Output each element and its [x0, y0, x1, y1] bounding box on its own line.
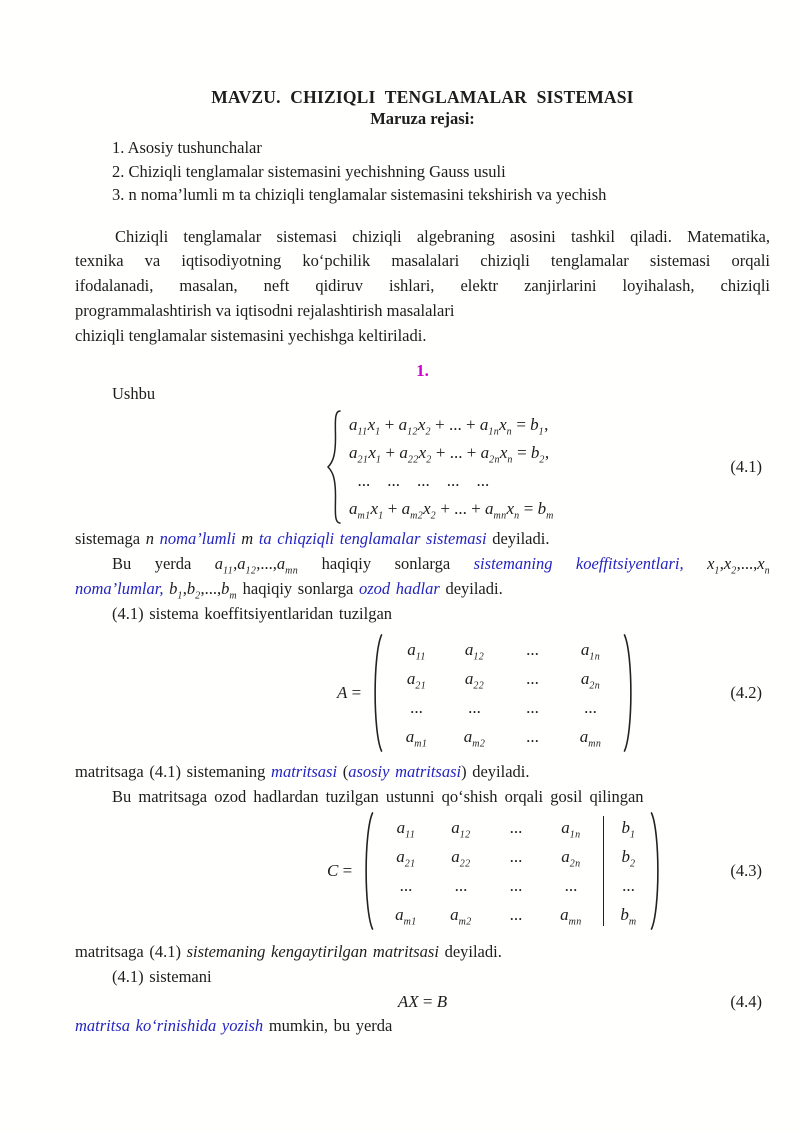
text-run: sistemaning kengaytirilgan matritsasi [186, 942, 439, 962]
matrix-cell: $a_{21}$ [406, 669, 427, 692]
matrix-cell: $a_{12}$ [451, 818, 471, 841]
matrix-cell: ... [509, 818, 523, 838]
plan-item-2: 2. Chiziqli tenglamalar sistemasini yechishning Gauss usuli [112, 161, 506, 181]
equation-4-4-block [75, 990, 770, 1015]
text-run: ( [337, 762, 349, 782]
matrix-cell: ... [410, 698, 423, 718]
text-run: deyiladi. [438, 942, 502, 962]
text-run [684, 554, 707, 573]
intro-paragraph [75, 225, 770, 349]
equation-label-4-3: (4.3) [730, 861, 762, 881]
lecture-plan-list [112, 136, 770, 207]
matrix-cell: ... [526, 669, 539, 689]
matrix-cell: ... [509, 847, 523, 867]
intro-line: programmalashtirish va iqtisodni rejalashtirish masalalari [75, 300, 455, 320]
text-run: noma’lumlar, [75, 578, 164, 598]
matrix-a-lhs: A = [337, 683, 366, 703]
matrix-cell: $a_{mn}$ [579, 727, 602, 750]
matrix-cell: ... [468, 698, 481, 718]
matrix-cell: $b_1$ [621, 818, 636, 841]
text-run: matritsasi [271, 762, 338, 782]
system-brace-icon [325, 409, 343, 525]
text-run: asosiy matritsasi [348, 762, 462, 782]
matrix-cell: $a_{m2}$ [450, 905, 472, 928]
matrix-cell: $a_{1n}$ [580, 640, 601, 663]
intro-line: texnika va iqtisodiyotning ko‘pchilik masalalari chiziqli tenglamalar sistemasi orqali [75, 251, 770, 271]
text-run: matritsa ko‘rinishida yozish [75, 1016, 264, 1036]
text-run: $a_{11},a_{12},...,a_{mn}$ [214, 554, 299, 577]
matrix-cell: ... [509, 905, 523, 925]
paren-left-icon [370, 632, 383, 754]
extended-matrix-line [75, 940, 770, 965]
free-terms-definition-line [75, 577, 770, 602]
matrix-cell: ... [526, 698, 539, 718]
system-definition-line [75, 527, 770, 552]
text-run: noma’lumli [159, 529, 236, 549]
matrix-form-line [75, 1014, 770, 1039]
augmented-intro-line: Bu matritsaga ozod hadlardan tuzilgan ustunni qo‘shish orqali gosil qilingan [112, 787, 644, 807]
matrix-cell: $a_{11}$ [407, 640, 426, 663]
intro-line: ifodalanadi, masalan, neft qidiruv ishlari, elektr zanjirlarini loyihalash, chiziqli [75, 276, 770, 296]
plan-item-1: 1. Asosiy tushunchalar [112, 138, 262, 157]
equation-row: ... ... ... ... ... [349, 471, 490, 491]
equation-row: $a_{21}x_1 + a_{22}x_2$ + ... + $a_{2n}x_n = b_2$, [349, 443, 550, 466]
paren-right-icon [650, 810, 663, 932]
paren-left-icon [361, 810, 374, 932]
document-content [0, 86, 800, 1039]
matrix-c-lhs: C = [327, 861, 357, 881]
matrix-a-grid [387, 635, 619, 751]
equation-row: $a_{11}x_1 + a_{12}x_2$ + ... + $a_{1n}x_n = b_1$, [349, 415, 549, 438]
matrix-cell: $a_{22}$ [451, 847, 471, 870]
augmented-bar [603, 816, 604, 926]
matrix-cell: ... [622, 876, 635, 896]
text-run: Bu yerda [112, 554, 215, 574]
matrix-cell: ... [454, 876, 468, 896]
matrix-a-block [75, 632, 770, 754]
text-run: deyiladi. [486, 529, 550, 549]
matrix-cell: $b_m$ [620, 905, 637, 928]
equation-label-4-4: (4.4) [730, 992, 762, 1012]
matrix-cell: ... [399, 876, 413, 896]
matrix-c-block [75, 810, 770, 932]
coefficients-definition-line [75, 552, 770, 577]
matrix-cell: $a_{2n}$ [561, 847, 581, 870]
text-run: n [145, 529, 154, 549]
text-run: ) deyiladi. [461, 762, 530, 782]
text-run: sistemaga [75, 529, 146, 549]
text-run: haqiqiy sonlarga [237, 578, 359, 598]
text-run: sistemaning koeffitsiyentlari, [473, 554, 684, 574]
matrix-cell: ... [526, 727, 539, 747]
intro-line: Chiziqli tenglamalar sistemasi chiziqli algebraning asosini tashkil qiladi. Matematika, [115, 226, 770, 246]
matrix-intro-line: (4.1) sistema koeffitsiyentlaridan tuzilgan [112, 603, 393, 623]
text-run: matritsaga (4.1) [75, 942, 187, 962]
matrix-cell: $a_{12}$ [464, 640, 485, 663]
matrix-cell: ... [584, 698, 597, 718]
matrix-c-grid [378, 813, 598, 929]
text-run: ta chiqziqli tenglamalar sistemasi [258, 529, 487, 549]
equation-4-1-block [75, 409, 770, 525]
matrix-naming-line [75, 760, 770, 785]
system-ref-line: (4.1) sistemani [112, 966, 212, 986]
text-run: $b_1,b_2,...,b_m$ [169, 578, 238, 602]
intro-line: chiziqli tenglamalar sistemasini yechishga keltiriladi. [75, 325, 427, 345]
lecture-plan-heading: Maruza rejasi: [370, 109, 475, 128]
paren-right-icon [623, 632, 636, 754]
matrix-c-bcolumn [606, 813, 650, 929]
plan-item-3: 3. n noma’lumli m ta chiziqli tenglamalar sistemasini tekshirish va yechish [112, 185, 607, 204]
equation-label-4-1: (4.1) [730, 457, 762, 477]
text-run: ozod hadlar [359, 578, 440, 598]
section-number-heading: 1. [416, 361, 429, 381]
matrix-a-equation [337, 632, 770, 754]
matrix-cell: $a_{mn}$ [560, 905, 582, 928]
matrix-cell: ... [509, 876, 523, 896]
matrix-cell: ... [526, 640, 539, 660]
matrix-cell: $a_{11}$ [396, 818, 416, 841]
ushbu-label: Ushbu [112, 384, 156, 404]
matrix-c-equation [327, 810, 770, 932]
matrix-cell: $a_{m1}$ [405, 727, 428, 750]
matrix-cell: $a_{1n}$ [561, 818, 581, 841]
equation-ax-b: AX = B [397, 991, 448, 1011]
matrix-cell: $a_{21}$ [396, 847, 416, 870]
text-run: haqiqiy sonlarga [298, 554, 474, 574]
text-run: deyiladi. [439, 578, 503, 598]
matrix-cell: $a_{22}$ [464, 669, 485, 692]
document-title: MAVZU. CHIZIQLI TENGLAMALAR SISTEMASI [211, 87, 634, 107]
text-run: matritsaga (4.1) sistemaning [75, 762, 272, 782]
matrix-cell: $a_{m2}$ [463, 727, 486, 750]
equation-rows [349, 411, 554, 523]
matrix-cell: $a_{m1}$ [395, 905, 417, 928]
text-run: $x_1,x_2,...,x_n$ [707, 554, 771, 577]
matrix-cell: $a_{2n}$ [580, 669, 601, 692]
matrix-cell: $b_2$ [621, 847, 636, 870]
text-run: m [241, 529, 254, 549]
equation-row: $a_{m1}x_1 + a_{m2}x_2$ + ... + $a_{mn}x_n = b_m$ [349, 499, 554, 522]
equation-system-4-1 [325, 409, 770, 525]
equation-label-4-2: (4.2) [730, 683, 762, 703]
text-run: mumkin, bu yerda [263, 1016, 393, 1036]
matrix-cell: ... [564, 876, 578, 896]
